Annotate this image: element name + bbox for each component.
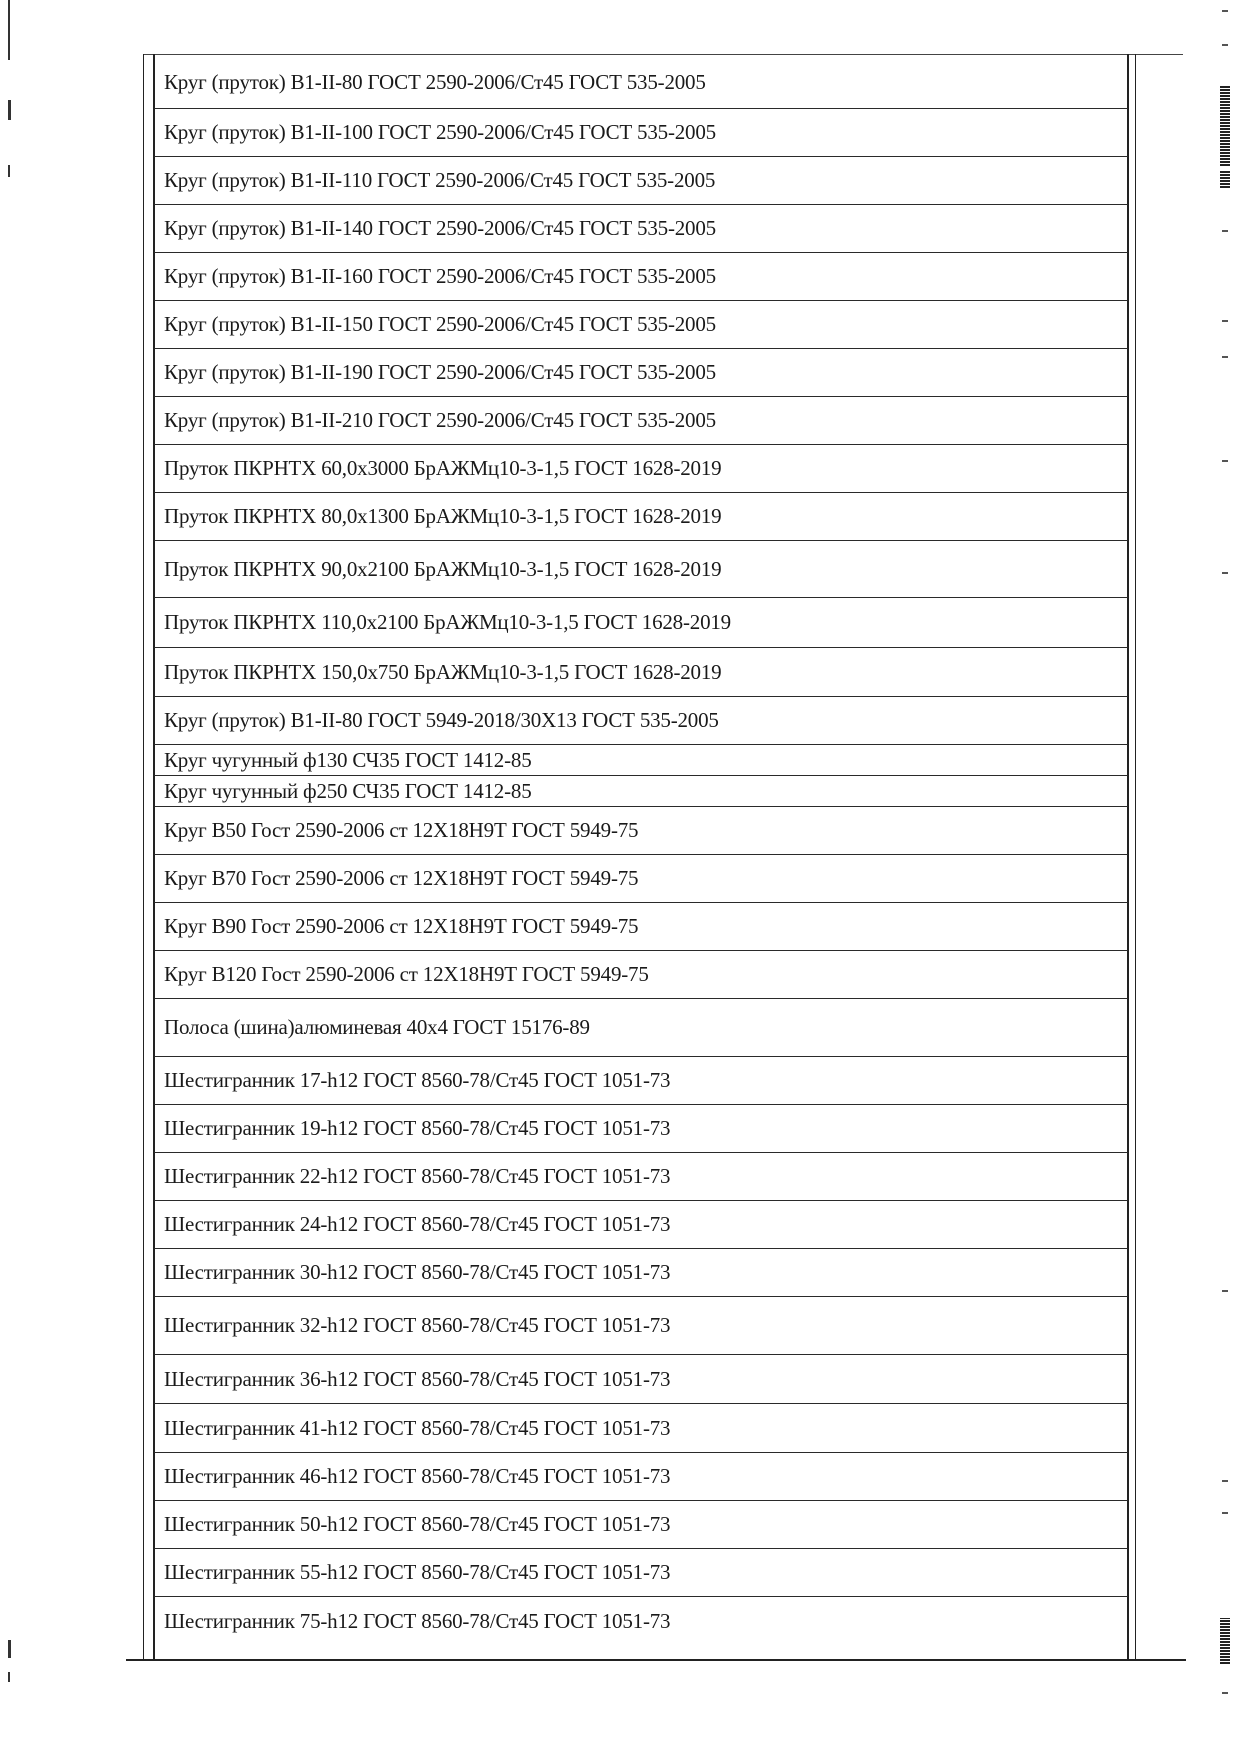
item-description: Полоса (шина)алюминевая 40х4 ГОСТ 15176-89 bbox=[164, 1015, 590, 1039]
left-margin-scan-marks bbox=[8, 0, 11, 1754]
table-row bbox=[154, 109, 1128, 157]
table-bottom-rule bbox=[126, 1659, 1186, 1661]
item-description: Круг (пруток) В1-II-140 ГОСТ 2590-2006/Ст45 ГОСТ 535-2005 bbox=[164, 216, 716, 240]
item-description: Круг (пруток) В1-II-190 ГОСТ 2590-2006/Ст45 ГОСТ 535-2005 bbox=[164, 360, 716, 384]
item-description: Пруток ПКРНТХ 90,0х2100 БрАЖМц10-3-1,5 ГОСТ 1628-2019 bbox=[164, 556, 722, 581]
table-row bbox=[154, 1355, 1128, 1404]
table-top-rule bbox=[143, 54, 1183, 55]
table-row bbox=[154, 648, 1128, 697]
item-description: Шестигранник 55-h12 ГОСТ 8560-78/Ст45 ГОСТ 1051-73 bbox=[164, 1560, 671, 1584]
item-description: Круг (пруток) В1-II-210 ГОСТ 2590-2006/Ст45 ГОСТ 535-2005 bbox=[164, 408, 716, 432]
table-row bbox=[154, 1249, 1128, 1297]
table-row bbox=[154, 205, 1128, 253]
table-row bbox=[154, 1201, 1128, 1249]
table-row bbox=[154, 807, 1128, 855]
item-description: Шестигранник 30-h12 ГОСТ 8560-78/Ст45 ГОСТ 1051-73 bbox=[164, 1260, 671, 1284]
item-description: Круг В50 Гост 2590-2006 ст 12Х18Н9Т ГОСТ 5949-75 bbox=[164, 818, 639, 842]
table-row bbox=[154, 301, 1128, 349]
table-row bbox=[154, 1597, 1128, 1645]
item-description: Круг (пруток) В1-II-100 ГОСТ 2590-2006/Ст45 ГОСТ 535-2005 bbox=[164, 120, 716, 144]
item-description: Шестигранник 46-h12 ГОСТ 8560-78/Ст45 ГОСТ 1051-73 bbox=[164, 1464, 671, 1488]
item-description: Круг (пруток) В1-II-160 ГОСТ 2590-2006/Ст45 ГОСТ 535-2005 bbox=[164, 264, 716, 288]
table-row bbox=[154, 776, 1128, 807]
item-description: Шестигранник 41-h12 ГОСТ 8560-78/Ст45 ГОСТ 1051-73 bbox=[164, 1415, 671, 1440]
table-right-border bbox=[1135, 54, 1136, 1660]
table-row bbox=[154, 598, 1128, 648]
table-row bbox=[154, 157, 1128, 205]
table-row bbox=[154, 445, 1128, 493]
table-row bbox=[154, 999, 1128, 1057]
item-description: Круг В70 Гост 2590-2006 ст 12Х18Н9Т ГОСТ 5949-75 bbox=[164, 866, 639, 890]
table-row bbox=[154, 349, 1128, 397]
item-description: Круг В120 Гост 2590-2006 ст 12Х18Н9Т ГОСТ 5949-75 bbox=[164, 962, 649, 986]
item-description: Шестигранник 50-h12 ГОСТ 8560-78/Ст45 ГОСТ 1051-73 bbox=[164, 1512, 671, 1536]
item-description: Круг (пруток) В1-II-110 ГОСТ 2590-2006/Ст45 ГОСТ 535-2005 bbox=[164, 168, 716, 192]
table-row bbox=[154, 253, 1128, 301]
table-row bbox=[154, 697, 1128, 745]
table-row bbox=[154, 541, 1128, 598]
item-description: Круг (пруток) В1-II-150 ГОСТ 2590-2006/Ст45 ГОСТ 535-2005 bbox=[164, 312, 716, 336]
item-description: Шестигранник 36-h12 ГОСТ 8560-78/Ст45 ГОСТ 1051-73 bbox=[164, 1366, 671, 1391]
item-description: Шестигранник 32-h12 ГОСТ 8560-78/Ст45 ГОСТ 1051-73 bbox=[164, 1313, 671, 1337]
item-description: Круг (пруток) В1-II-80 ГОСТ 2590-2006/Ст45 ГОСТ 535-2005 bbox=[164, 69, 706, 94]
item-description: Круг (пруток) В1-II-80 ГОСТ 5949-2018/30Х13 ГОСТ 535-2005 bbox=[164, 708, 719, 732]
item-description: Пруток ПКРНТХ 110,0х2100 БрАЖМц10-3-1,5 ГОСТ 1628-2019 bbox=[164, 610, 731, 634]
table-row bbox=[154, 493, 1128, 541]
item-description: Шестигранник 75-h12 ГОСТ 8560-78/Ст45 ГОСТ 1051-73 bbox=[164, 1608, 671, 1633]
item-description: Пруток ПКРНТХ 80,0х1300 БрАЖМц10-3-1,5 ГОСТ 1628-2019 bbox=[164, 504, 722, 528]
table-row bbox=[154, 903, 1128, 951]
table-row bbox=[154, 56, 1128, 109]
table-row bbox=[154, 1501, 1128, 1549]
item-description: Круг В90 Гост 2590-2006 ст 12Х18Н9Т ГОСТ 5949-75 bbox=[164, 914, 639, 938]
right-margin-scan-marks bbox=[1218, 0, 1232, 1754]
item-description: Круг чугунный ф250 СЧ35 ГОСТ 1412-85 bbox=[164, 778, 532, 803]
item-description: Круг чугунный ф130 СЧ35 ГОСТ 1412-85 bbox=[164, 747, 532, 772]
table-row bbox=[154, 1153, 1128, 1201]
table-row bbox=[154, 1105, 1128, 1153]
item-description: Шестигранник 19-h12 ГОСТ 8560-78/Ст45 ГОСТ 1051-73 bbox=[164, 1116, 671, 1140]
table-row bbox=[154, 1057, 1128, 1105]
table-row bbox=[154, 1453, 1128, 1501]
table-left-border bbox=[143, 54, 144, 1660]
item-description: Пруток ПКРНТХ 150,0х750 БрАЖМц10-3-1,5 ГОСТ 1628-2019 bbox=[164, 659, 722, 684]
item-description: Пруток ПКРНТХ 60,0х3000 БрАЖМц10-3-1,5 ГОСТ 1628-2019 bbox=[164, 456, 722, 480]
table-row bbox=[154, 1549, 1128, 1597]
item-description: Шестигранник 24-h12 ГОСТ 8560-78/Ст45 ГОСТ 1051-73 bbox=[164, 1212, 671, 1236]
materials-table bbox=[154, 56, 1128, 1645]
table-row bbox=[154, 1404, 1128, 1453]
table-row bbox=[154, 1297, 1128, 1355]
item-description: Шестигранник 22-h12 ГОСТ 8560-78/Ст45 ГОСТ 1051-73 bbox=[164, 1164, 671, 1188]
item-description: Шестигранник 17-h12 ГОСТ 8560-78/Ст45 ГОСТ 1051-73 bbox=[164, 1068, 671, 1092]
table-row bbox=[154, 397, 1128, 445]
table-row bbox=[154, 951, 1128, 999]
table-row bbox=[154, 745, 1128, 776]
table-row bbox=[154, 855, 1128, 903]
